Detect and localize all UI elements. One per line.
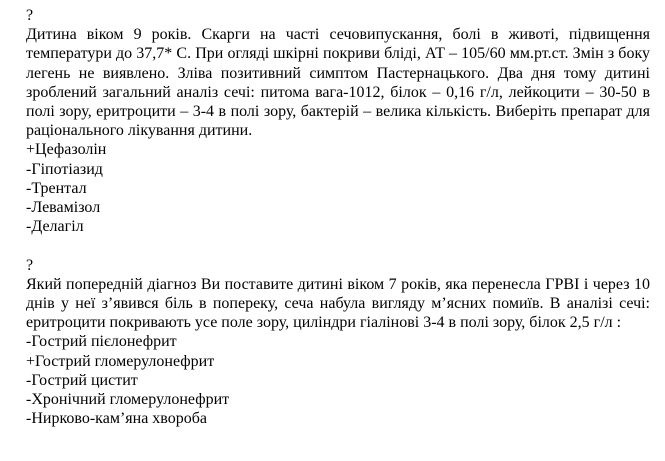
answer-option: -Хронічний гломерулонефрит — [26, 391, 230, 409]
question-1 — [26, 6, 650, 236]
answer-option: -Гострий пієлонефрит — [26, 333, 177, 351]
question-marker: ? — [26, 256, 34, 274]
answer-option-correct: +Гострий гломерулонефрит — [26, 352, 215, 370]
question-2 — [26, 256, 650, 429]
answer-list — [26, 332, 650, 428]
answer-option-correct: +Цефазолін — [26, 141, 107, 159]
answer-option: -Трентал — [26, 179, 87, 197]
question-marker: ? — [26, 7, 34, 24]
answer-option: -Гострий цистит — [26, 371, 138, 389]
document-page — [26, 6, 650, 428]
answer-option: -Нирково-кам’яна хвороба — [26, 410, 207, 428]
question-stem: Дитина віком 9 років. Скарги на часті сечовипускання, болі в животі, підвищення температури до 37,7* С. При огляді шкірні покриви бліді, АТ – 105/60 мм.рт.ст. Змін з боку легень не виявлено. Зліва позитивний симптом Пастернацького. Два дня тому дитині зроблений загальний аналіз сечі: питома вага-1012, білок – 0,16 г/л, лейкоцити – 30-50 в полі зору, еритроцити – 3-4 в полі зору, бактерій – велика кількість. Виберіть препарат для раціонального лікування дитини. — [26, 26, 650, 140]
question-stem: Який попередній діагноз Ви поставите дитині віком 7 років, яка перенесла ГРВІ і через 10 днів у неї з’явився біль в попереку, сеча набула вигляду м’ясних помиїв. В аналізі сечі: еритроцити покривають усе поле зору, циліндри гіалінові 3-4 в полі зору, білок 2,5 г/л : — [26, 275, 650, 332]
answer-option: -Гіпотіазид — [26, 160, 103, 178]
answer-option: -Делагіл — [26, 218, 84, 236]
blank-line — [26, 236, 650, 255]
answer-option: -Левамізол — [26, 199, 101, 217]
answer-list — [26, 140, 650, 236]
